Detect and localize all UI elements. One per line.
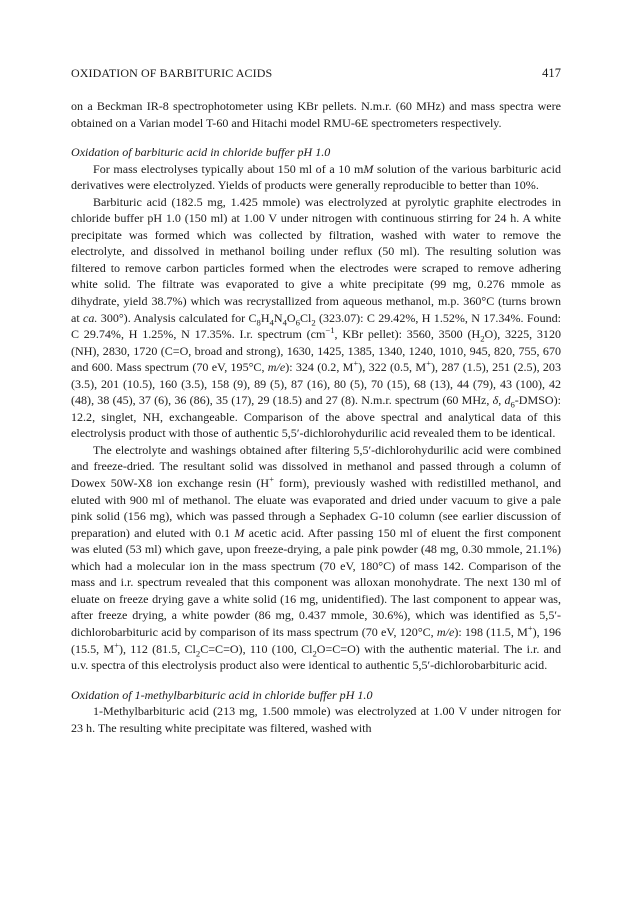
page-number: 417: [542, 66, 561, 80]
paragraph: The electrolyte and washings obtained after filtering 5,5′-dichlorohydurilic acid were combined and freeze-dried. The resultant solid was dissolved in methanol and passed through a column of Dowex 50W-X8 ion exchange resin (H+ form), previously washed with redistilled methanol, and eluted with 900 ml of methanol. The eluate was evaporated and dried under vacuum to give a pale pink solid (156 mg), which was passed through a Sephadex G-10 column (see earlier discussion of preparation) and eluted with 0.1 M acetic acid. After passing 150 ml of eluent the first component was eluted (53 ml) which gave, upon freeze-drying, a pale pink powder (48 mg, 0.30 mmole, 21.1%) which had a molecular ion in the mass spectrum (70 eV, 180°C) of mass 142. Comparison of the mass and i.r. spectrum revealed that this component was alloxan monohydrate. The next 130 ml of eluate on freeze drying gave a white solid (16 mg, unidentified). The last component to appear was, after freeze drying, a white powder (86 mg, 0.437 mmole, 30.6%), which was identified as 5,5′-dichlorobarbituric acid by comparison of its mass spectrum (70 eV, 120°C, m/e): 198 (11.5, M+), 196 (15.5, M+), 112 (81.5, $Cl_2C=C=O$), 110 (100, $Cl_2O=C=O$) with the authentic material. The i.r. and u.v. spectra of this electrolysis product also were identical to authentic 5,5′-dichlorobarbituric acid.: [71, 442, 562, 673]
paragraph: For mass electrolyses typically about 150 ml of a 10 mM solution of the various barbituric acid derivatives were electrolyzed. Yields of products were generally reproducible to better than 10%.: [71, 161, 561, 193]
section-heading: Oxidation of barbituric acid in chloride buffer pH 1.0: [71, 145, 331, 160]
paragraph: on a Beckman IR-8 spectrophotometer using KBr pellets. N.m.r. (60 MHz) and mass spectra were obtained on a Varian model T-60 and Hitachi model RMU-6E spectrometers respectively.: [71, 99, 561, 130]
running-title: OXIDATION OF BARBITURIC ACIDS: [71, 66, 273, 80]
paragraph: 1-Methylbarbituric acid (213 mg, 1.500 mmole) was electrolyzed at 1.00 V under nitrogen for 23 h. The resulting white precipitate was filtered, washed with: [71, 704, 561, 735]
section-heading: Oxidation of 1-methylbarbituric acid in chloride buffer pH 1.0: [71, 687, 373, 702]
article-body: [71, 98, 561, 736]
running-head: [71, 66, 561, 81]
journal-page: [71, 66, 561, 736]
paragraph: Barbituric acid (182.5 mg, 1.425 mmole) was electrolyzed at pyrolytic graphite electrodes in chloride buffer pH 1.0 (150 ml) at 1.00 V under nitrogen with continuous stirring for 24 h. A white precipitate was formed which was collected by filtration, washed with water to remove the electrolyte, and dissolved in methanol boiling under reflux (50 ml). The resulting solution was filtered to remove carbon particles formed when the electrodes were scraped to remove adhering white solid. The filtrate was evaporated to give a white precipitate (99 mg, 0.276 mmole as dihydrate, yield 38.7%) which was recrystallized from aqueous methanol, m.p. 360°C (turns brown at ca. 300°). Analysis calculated for $C_8H_4N_4O_6Cl_2$ (323.07): C 29.42%, H 1.52%, N 17.34%. Found: C 29.74%, H 1.25%, N 17.35%. I.r. spectrum ($cm^{-1}$, KBr pellet): 3560, 3500 $(H_2O)$, 3225, 3120 (NH), 2830, 1720 (C=O, broad and strong), 1630, 1425, 1385, 1340, 1240, 1010, 945, 820, 755, 670 and 600. Mass spectrum (70 eV, 195°C, m/e): 324 (0.2, M+), 322 (0.5, M+), 287 (1.5), 251 (2.5), 203 (3.5), 201 (10.5), 160 (3.5), 158 (9), 89 (5), 87 (16), 80 (5), 70 (15), 68 (13), 44 (79), 43 (100), 42 (48), 38 (45), 37 (6), 36 (86), 35 (17), 29 (18.5) and 27 (8). N.m.r. spectrum (60 MHz, δ, $d_6-DMSO$): 12.2, singlet, NH, exchangeable. Comparison of the above spectral and analytical data of this electrolysis product with those of authentic 5,5′-dichlorohydurilic acid revealed them to be identical.: [71, 194, 561, 441]
